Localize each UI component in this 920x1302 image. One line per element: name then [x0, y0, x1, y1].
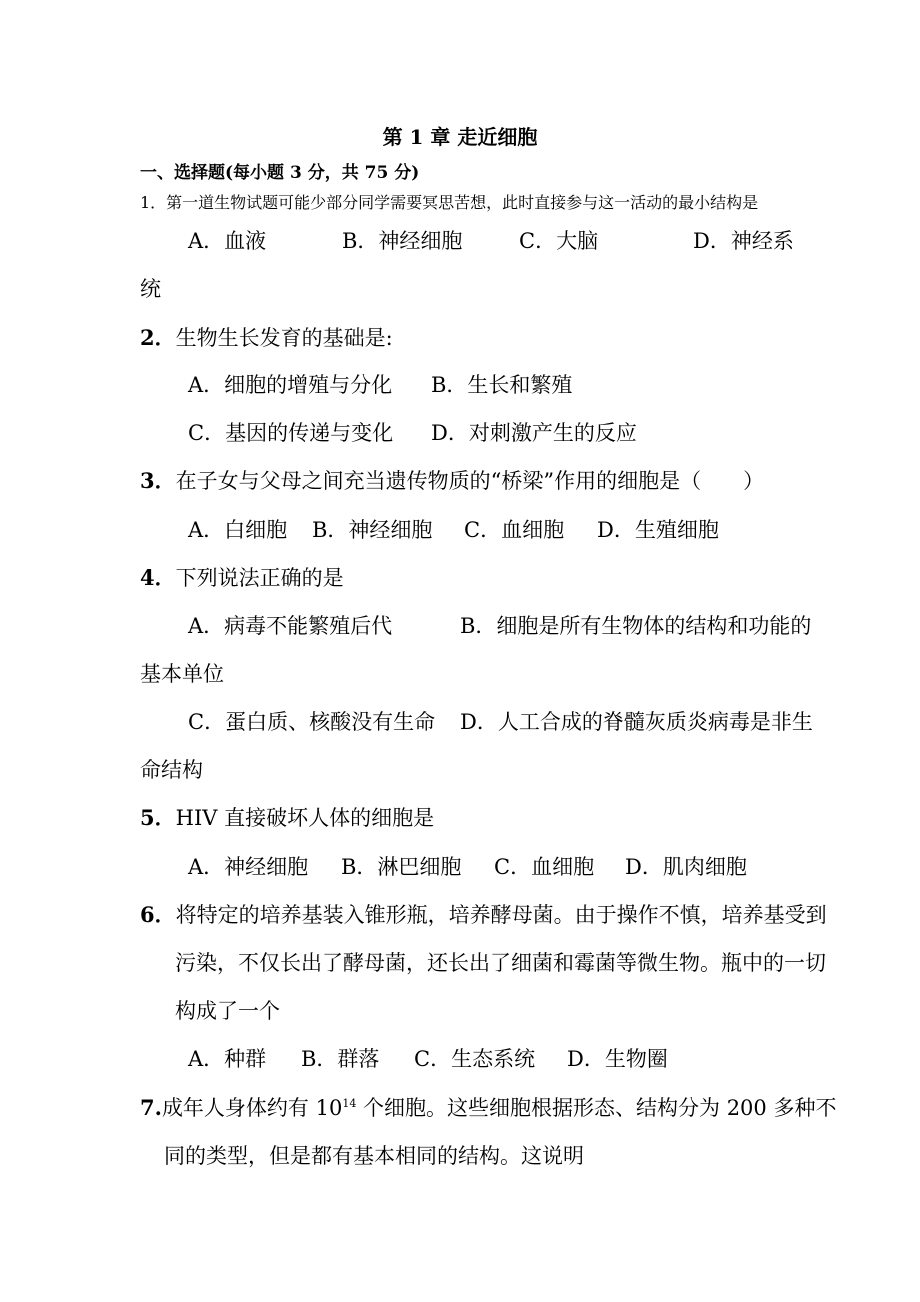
q2-options-row2	[188, 420, 637, 446]
q4-options-row1	[188, 613, 811, 639]
q4-stem: 下列说法正确的是	[175, 566, 344, 590]
q3-option-b: B．神经细胞	[312, 518, 433, 542]
q1-option-c: C．大脑	[519, 229, 599, 253]
q4-option-b: B．细胞是所有生物体的结构和功能的	[460, 614, 812, 638]
q2-options-row1	[188, 372, 572, 398]
q3-stem-line	[140, 468, 764, 494]
q5-stem: HIV 直接破坏人体的细胞是	[175, 806, 435, 830]
q4-option-b-continued: 基本单位	[140, 662, 224, 686]
q6-option-b: B．群落	[301, 1047, 380, 1071]
q2-option-d: D．对刺激产生的反应	[431, 421, 637, 445]
section-heading: 一、选择题(每小题 3 分，共 75 分)	[140, 163, 420, 183]
q2-stem-line	[140, 325, 393, 351]
q7-stem-1a: 成年人身体约有 10	[161, 1096, 343, 1120]
q6-option-d: D．生物圈	[567, 1047, 668, 1071]
q4-option-c: C．蛋白质、核酸没有生命	[188, 710, 436, 734]
q2-number: 2．	[140, 325, 176, 350]
q1-options	[188, 228, 794, 254]
q5-option-d: D．肌肉细胞	[625, 855, 747, 879]
q3-options	[188, 517, 719, 543]
q5-option-c: C．血细胞	[494, 855, 595, 879]
q5-option-b: B．淋巴细胞	[341, 855, 462, 879]
q2-option-b: B．生长和繁殖	[431, 373, 573, 397]
q1-option-d: D．神经系	[693, 229, 794, 253]
q7-number: 7.	[140, 1095, 162, 1120]
q6-stem-line1	[140, 902, 827, 928]
q1-option-d-continued: 统	[140, 277, 161, 301]
q7-stem-1b: 个细胞。这些细胞根据形态、结构分为 200 多种不	[356, 1096, 837, 1120]
q2-option-a: A．细胞的增殖与分化	[188, 373, 393, 397]
q6-options	[188, 1046, 668, 1072]
q5-options	[188, 854, 747, 880]
q3-number: 3．	[140, 468, 176, 493]
q5-option-a: A．神经细胞	[188, 855, 309, 879]
q7-exponent: 14	[342, 1097, 357, 1110]
q6-stem-1: 将特定的培养基装入锥形瓶，培养酵母菌。由于操作不慎，培养基受到	[175, 903, 827, 927]
q4-stem-line	[140, 565, 344, 591]
q6-option-a: A．种群	[188, 1047, 267, 1071]
q6-number: 6．	[140, 902, 176, 927]
q3-option-c: C．血细胞	[464, 518, 565, 542]
q1-option-b: B．神经细胞	[342, 229, 463, 253]
q3-option-d: D．生殖细胞	[597, 518, 719, 542]
q5-number: 5．	[140, 805, 176, 830]
q2-option-c: C．基因的传递与变化	[188, 421, 394, 445]
q6-option-c: C．生态系统	[414, 1047, 536, 1071]
q3-stem: 在子女与父母之间充当遗传物质的“桥梁”作用的细胞是（ ）	[175, 469, 765, 493]
q4-option-d: D．人工合成的脊髓灰质炎病毒是非生	[460, 710, 813, 734]
q4-option-d-continued: 命结构	[140, 758, 203, 782]
q3-option-a: A．白细胞	[188, 518, 288, 542]
q1-option-a: A．血液	[188, 229, 267, 253]
q1-stem: 1．第一道生物试题可能少部分同学需要冥思苦想，此时直接参与这一活动的最小结构是	[140, 193, 759, 212]
q6-stem-2: 污染，不仅长出了酵母菌，还长出了细菌和霉菌等微生物。瓶中的一切	[175, 951, 826, 975]
q6-stem-3: 构成了一个	[175, 999, 280, 1023]
q4-option-a: A．病毒不能繁殖后代	[188, 614, 393, 638]
q7-stem-2: 同的类型，但是都有基本相同的结构。这说明	[164, 1144, 584, 1168]
q2-stem: 生物生长发育的基础是:	[175, 326, 393, 350]
q7-stem-line1	[140, 1095, 836, 1121]
q4-number: 4．	[140, 565, 176, 590]
q4-options-row2	[188, 709, 813, 735]
page-title: 第 1 章 走近细胞	[382, 125, 538, 149]
q5-stem-line	[140, 805, 434, 831]
